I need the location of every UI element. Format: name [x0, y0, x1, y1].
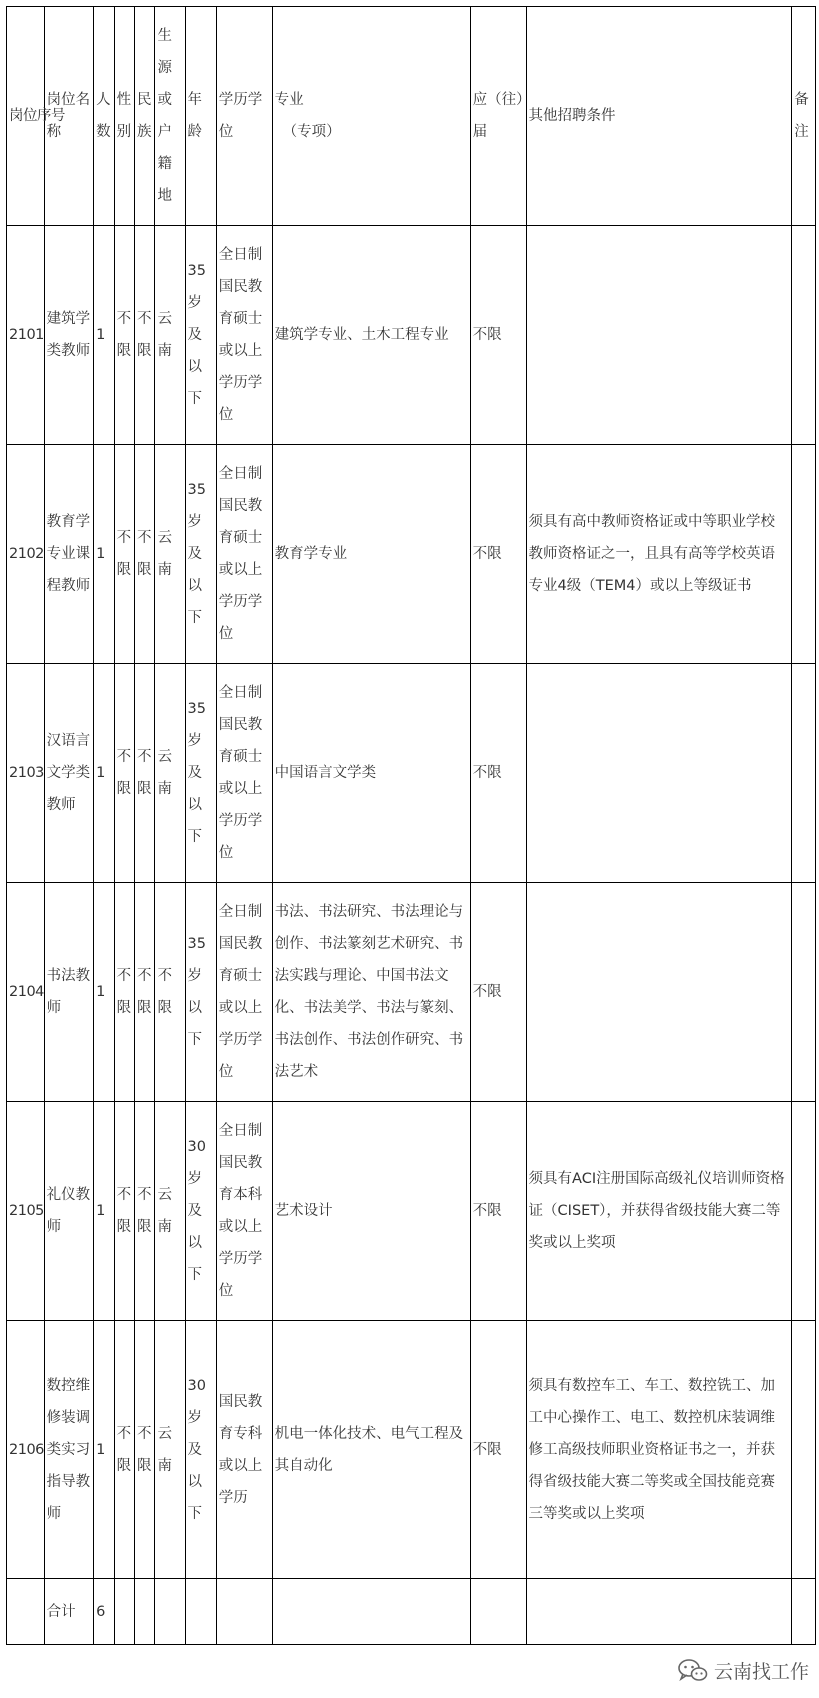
- cell-origin: 不限: [155, 883, 185, 1102]
- total-empty: [792, 1579, 816, 1645]
- cell-remark: [792, 445, 816, 664]
- cell-ethnicity: 不限: [135, 226, 155, 445]
- header-major: [272, 7, 470, 226]
- cell-age: 35岁及以下: [185, 445, 216, 664]
- cell-ethnicity: 不限: [135, 1321, 155, 1579]
- header-row: [7, 7, 816, 226]
- cell-name: 建筑学类教师: [44, 226, 93, 445]
- cell-graduate: 不限: [470, 445, 526, 664]
- cell-count: 1: [94, 226, 114, 445]
- total-row: [7, 1579, 816, 1645]
- total-empty: [155, 1579, 185, 1645]
- cell-seq: 2104: [7, 883, 45, 1102]
- total-empty: [216, 1579, 272, 1645]
- cell-other: [526, 883, 792, 1102]
- cell-graduate: 不限: [470, 883, 526, 1102]
- cell-major: 教育学专业: [272, 445, 470, 664]
- cell-age: 35岁以下: [185, 883, 216, 1102]
- cell-gender: 不限: [114, 445, 134, 664]
- header-seq: 岗位序号: [7, 7, 45, 226]
- cell-remark: [792, 226, 816, 445]
- cell-education: 全日制国民教育硕士或以上学历学位: [216, 445, 272, 664]
- cell-seq: 2103: [7, 664, 45, 883]
- header-ethnicity: 民族: [135, 7, 155, 226]
- total-empty-seq: [7, 1579, 45, 1645]
- cell-count: 1: [94, 445, 114, 664]
- cell-other: 须具有ACI注册国际高级礼仪培训师资格证（CISET），并获得省级技能大赛二等奖或以上奖项: [526, 1102, 792, 1321]
- cell-gender: 不限: [114, 883, 134, 1102]
- cell-age: 30岁及以下: [185, 1321, 216, 1579]
- total-empty: [526, 1579, 792, 1645]
- total-empty: [135, 1579, 155, 1645]
- cell-seq: 2105: [7, 1102, 45, 1321]
- cell-ethnicity: 不限: [135, 664, 155, 883]
- cell-remark: [792, 1102, 816, 1321]
- header-education: 学历学位: [216, 7, 272, 226]
- cell-education: 全日制国民教育硕士或以上学历学位: [216, 226, 272, 445]
- watermark: [678, 1657, 809, 1684]
- cell-count: 1: [94, 1102, 114, 1321]
- watermark-text: 云南找工作: [713, 1661, 809, 1683]
- recruitment-table: [6, 6, 816, 1645]
- total-count: 6: [94, 1579, 114, 1645]
- cell-count: 1: [94, 664, 114, 883]
- cell-name: 书法教师: [44, 883, 93, 1102]
- wechat-icon: [678, 1658, 708, 1684]
- table-row: [7, 664, 816, 883]
- total-label: 合计: [44, 1579, 93, 1645]
- cell-ethnicity: 不限: [135, 883, 155, 1102]
- header-age: 年龄: [185, 7, 216, 226]
- cell-other: [526, 664, 792, 883]
- header-major-line1: 专业: [274, 92, 304, 108]
- cell-age: 35岁及以下: [185, 664, 216, 883]
- cell-major: 艺术设计: [272, 1102, 470, 1321]
- cell-other: [526, 226, 792, 445]
- cell-graduate: 不限: [470, 664, 526, 883]
- cell-gender: 不限: [114, 1321, 134, 1579]
- total-empty: [114, 1579, 134, 1645]
- cell-seq: 2106: [7, 1321, 45, 1579]
- cell-remark: [792, 664, 816, 883]
- cell-name: 礼仪教师: [44, 1102, 93, 1321]
- cell-ethnicity: 不限: [135, 1102, 155, 1321]
- header-gender: 性别: [114, 7, 134, 226]
- total-empty: [470, 1579, 526, 1645]
- cell-origin: 云南: [155, 664, 185, 883]
- cell-major: 书法、书法研究、书法理论与创作、书法篆刻艺术研究、书法实践与理论、中国书法文化、书法美学、书法与篆刻、书法创作、书法创作研究、书法艺术: [272, 883, 470, 1102]
- header-other: 其他招聘条件: [526, 7, 792, 226]
- cell-origin: 云南: [155, 1102, 185, 1321]
- cell-age: 35岁及以下: [185, 226, 216, 445]
- cell-education: 全日制国民教育硕士或以上学历学位: [216, 664, 272, 883]
- cell-graduate: 不限: [470, 1321, 526, 1579]
- cell-other: 须具有数控车工、车工、数控铣工、加工中心操作工、电工、数控机床装调维修工高级技师职业资格证书之一，并获得省级技能大赛二等奖或全国技能竞赛三等奖或以上奖项: [526, 1321, 792, 1579]
- cell-major: 机电一体化技术、电气工程及其自动化: [272, 1321, 470, 1579]
- cell-ethnicity: 不限: [135, 445, 155, 664]
- cell-education: 全日制国民教育硕士或以上学历学位: [216, 883, 272, 1102]
- cell-age: 30岁及以下: [185, 1102, 216, 1321]
- cell-count: 1: [94, 883, 114, 1102]
- table-row: [7, 445, 816, 664]
- cell-origin: 云南: [155, 226, 185, 445]
- cell-gender: 不限: [114, 664, 134, 883]
- total-empty: [272, 1579, 470, 1645]
- cell-name: 教育学专业课程教师: [44, 445, 93, 664]
- cell-remark: [792, 1321, 816, 1579]
- cell-gender: 不限: [114, 226, 134, 445]
- cell-major: 建筑学专业、土木工程专业: [272, 226, 470, 445]
- table-row: [7, 883, 816, 1102]
- cell-other: 须具有高中教师资格证或中等职业学校教师资格证之一，且具有高等学校英语专业4级（TEM4）或以上等级证书: [526, 445, 792, 664]
- header-name: 岗位名称: [44, 7, 93, 226]
- cell-seq: 2102: [7, 445, 45, 664]
- table-row: [7, 1321, 816, 1579]
- cell-education: 全日制国民教育本科或以上学历学位: [216, 1102, 272, 1321]
- cell-major: 中国语言文学类: [272, 664, 470, 883]
- cell-education: 国民教育专科或以上学历: [216, 1321, 272, 1579]
- header-remark: 备注: [792, 7, 816, 226]
- cell-graduate: 不限: [470, 1102, 526, 1321]
- cell-name: 数控维修装调类实习指导教师: [44, 1321, 93, 1579]
- header-count: 人数: [94, 7, 114, 226]
- total-empty: [185, 1579, 216, 1645]
- header-graduate: 应（往）届: [470, 7, 526, 226]
- cell-origin: 云南: [155, 1321, 185, 1579]
- cell-graduate: 不限: [470, 226, 526, 445]
- cell-origin: 云南: [155, 445, 185, 664]
- cell-name: 汉语言文学类教师: [44, 664, 93, 883]
- cell-seq: 2101: [7, 226, 45, 445]
- table-row: [7, 1102, 816, 1321]
- cell-remark: [792, 883, 816, 1102]
- cell-gender: 不限: [114, 1102, 134, 1321]
- table-row: [7, 226, 816, 445]
- header-major-line2: （专项）: [282, 124, 341, 140]
- cell-count: 1: [94, 1321, 114, 1579]
- header-origin: 生源或户籍地: [155, 7, 185, 226]
